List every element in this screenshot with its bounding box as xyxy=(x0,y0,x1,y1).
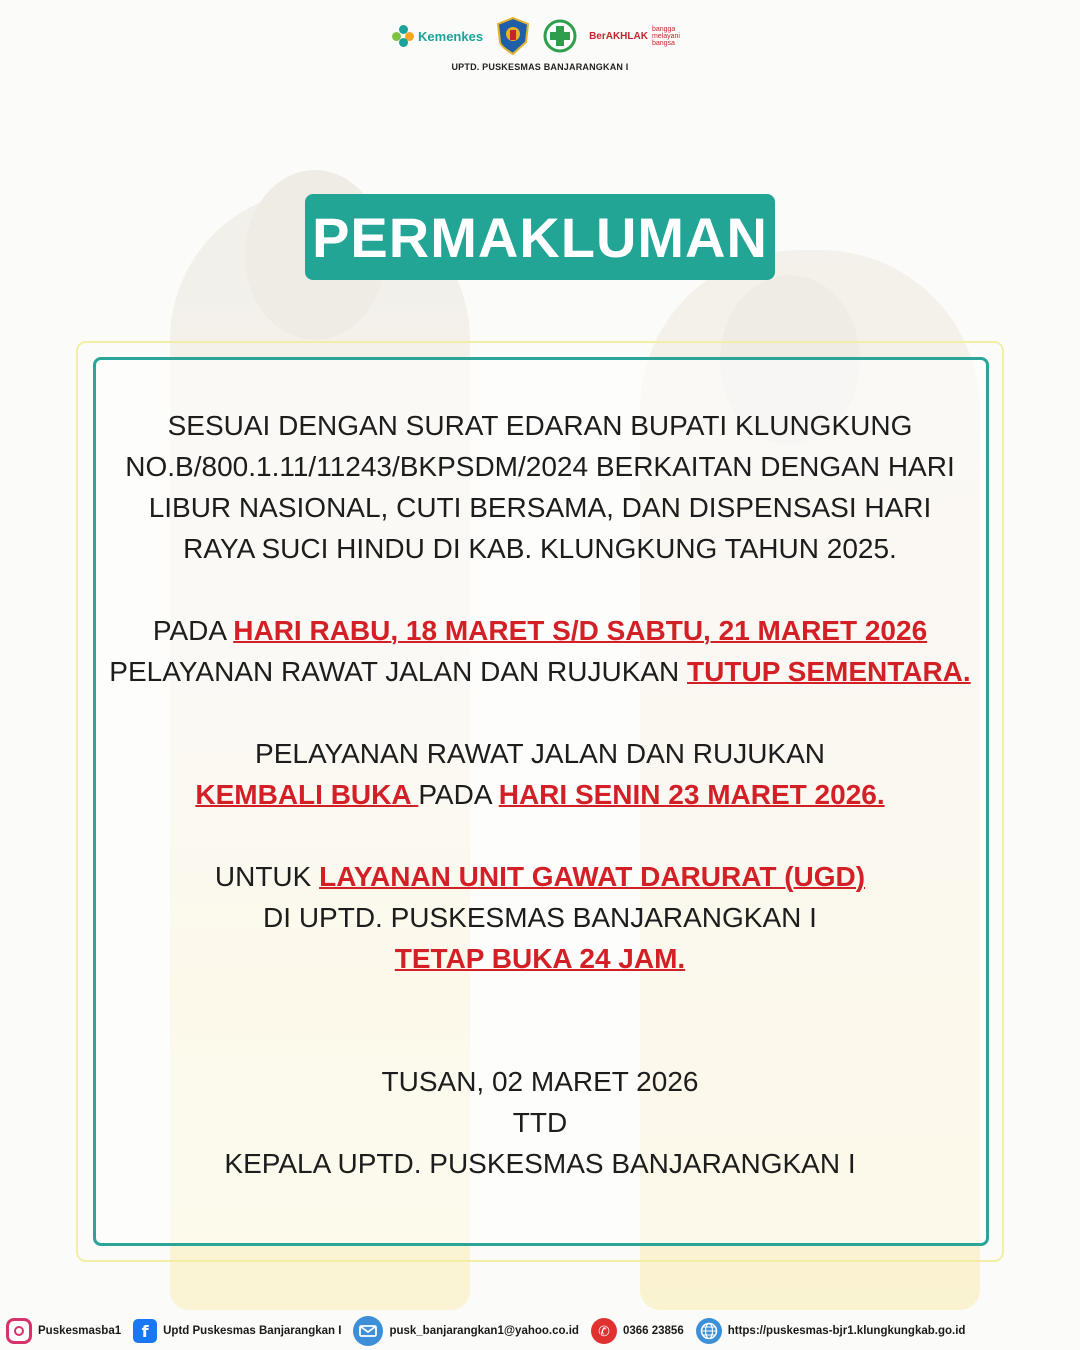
reopen-mid: PADA xyxy=(418,779,499,810)
ugd-line-1 xyxy=(95,856,985,897)
reference-paragraph xyxy=(95,405,985,569)
globe-icon xyxy=(696,1318,722,1344)
logo-row xyxy=(0,14,1080,58)
facebook-icon: f xyxy=(133,1319,157,1343)
kemenkes-label: Kemenkes xyxy=(418,28,484,44)
footer-instagram[interactable] xyxy=(6,1318,121,1344)
reopen-service: PELAYANAN RAWAT JALAN DAN RUJUKAN xyxy=(255,738,825,769)
facebook-name: Uptd Puskesmas Banjarangkan I xyxy=(163,1325,342,1337)
klungkung-shield-icon xyxy=(495,16,531,56)
reopen-status: KEMBALI BUKA xyxy=(195,779,419,810)
signature-ttd: TTD xyxy=(512,1107,568,1138)
closure-date: HARI RABU, 18 MARET S/D SABTU, 21 MARET 2026 xyxy=(233,615,928,646)
ugd-location: DI UPTD. PUSKESMAS BANJARANGKAN I xyxy=(263,902,817,933)
instagram-icon xyxy=(6,1318,32,1344)
reopen-date: HARI SENIN 23 MARET 2026. xyxy=(498,779,885,810)
ugd-status: TETAP BUKA 24 JAM. xyxy=(394,943,686,974)
footer-email[interactable] xyxy=(353,1316,579,1346)
mail-icon xyxy=(353,1316,383,1346)
title-banner xyxy=(305,194,775,280)
kemenkes-flower-icon xyxy=(392,25,414,47)
footer-website[interactable] xyxy=(696,1318,966,1344)
announcement-content xyxy=(95,405,985,1184)
phone-icon: ✆ xyxy=(591,1318,617,1344)
reopen-line-1 xyxy=(95,733,985,774)
footer-phone[interactable] xyxy=(591,1318,684,1344)
reopen-line-2 xyxy=(95,774,985,815)
reference-text: SESUAI DENGAN SURAT EDARAN BUPATI KLUNGKUNG NO.B/800.1.11/11243/BKPSDM/2024 BERKAITAN DENGAN HARI LIBUR NASIONAL, CUTI BERSAMA, DAN DISPENSASI HARI RAYA SUCI HINDU DI KAB. KLUNGKUNG TAHUN 2025. xyxy=(125,410,955,564)
header xyxy=(0,14,1080,72)
closure-service: PELAYANAN RAWAT JALAN DAN RUJUKAN xyxy=(109,656,688,687)
footer-facebook[interactable] xyxy=(133,1319,341,1343)
puskesmas-name: UPTD. PUSKESMAS BANJARANGKAN I xyxy=(451,62,629,72)
closure-line-1 xyxy=(95,610,985,651)
closure-status: TUTUP SEMENTARA. xyxy=(687,656,971,687)
email-address: pusk_banjarangkan1@yahoo.co.id xyxy=(389,1325,579,1337)
bangga-label: bangga melayani bangsa xyxy=(651,25,680,47)
closure-line-2 xyxy=(95,651,985,692)
phone-number: 0366 23856 xyxy=(622,1325,684,1337)
kemenkes-logo xyxy=(392,25,483,47)
berakhlak-logo xyxy=(589,26,688,47)
signature-role: KEPALA UPTD. PUSKESMAS BANJARANGKAN I xyxy=(224,1148,856,1179)
health-cross-icon xyxy=(543,19,577,53)
contact-footer xyxy=(0,1312,1080,1350)
signature-date: TUSAN, 02 MARET 2026 xyxy=(381,1066,699,1097)
ugd-line-3 xyxy=(95,938,985,979)
berakhlak-label: BerAKHLAK xyxy=(589,30,648,42)
instagram-handle: Puskesmasba1 xyxy=(38,1325,122,1337)
ugd-prefix: UNTUK xyxy=(214,861,320,892)
page-title: PERMAKLUMAN xyxy=(312,205,768,269)
ugd-line-2 xyxy=(95,897,985,938)
closure-prefix: PADA xyxy=(152,615,234,646)
ugd-service: LAYANAN UNIT GAWAT DARURAT (UGD) xyxy=(319,861,866,892)
website-url: https://puskesmas-bjr1.klungkungkab.go.id xyxy=(727,1325,966,1337)
